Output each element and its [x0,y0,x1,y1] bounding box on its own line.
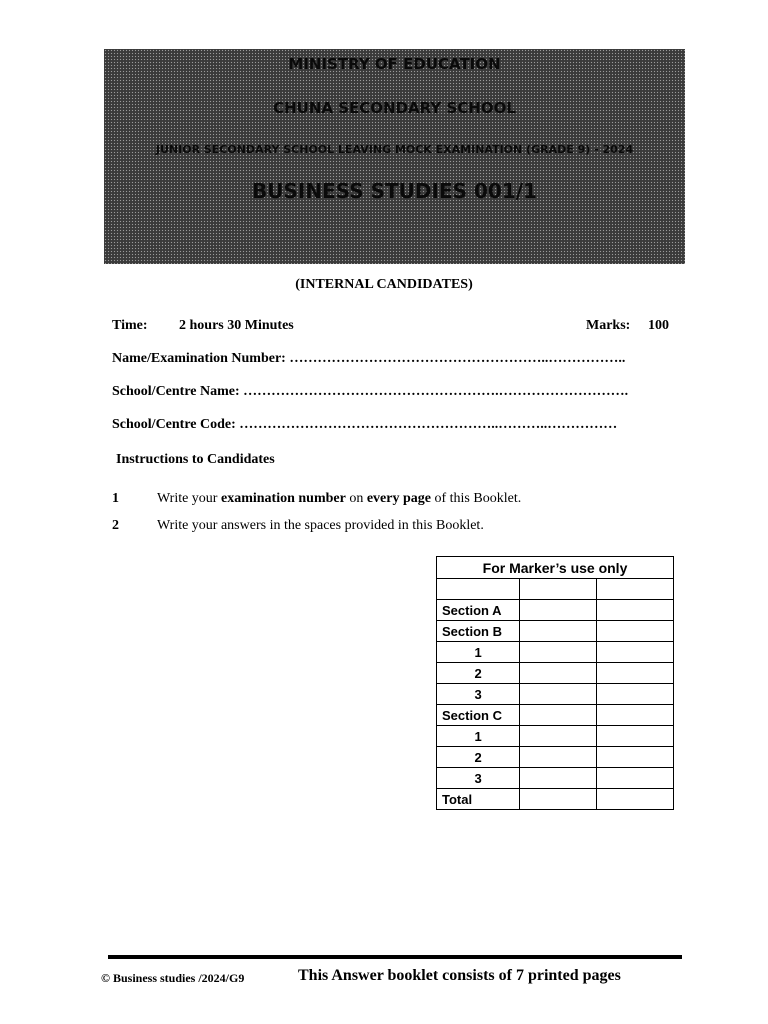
copyright-text: © Business studies /2024/G9 [101,971,245,985]
marker-score-cell [520,705,597,726]
marker-table-row [437,747,674,768]
marker-score-cell [520,600,597,621]
marker-table-row [437,726,674,747]
marker-table-row [437,642,674,663]
instruction-bold-text: every page [366,491,431,506]
marker-row-label: 3 [437,684,520,705]
marker-score-cell [520,789,597,810]
marker-table-row [437,600,674,621]
instruction-text: of this Booklet. [430,491,522,506]
marker-row-label: 2 [437,747,520,768]
marks-label: Marks: [586,318,631,333]
instruction-item [157,491,521,507]
marker-row-label [437,579,520,600]
marker-score-cell [520,663,597,684]
header-school: CHUNA SECONDARY SCHOOL [273,99,516,117]
marker-table-row [437,768,674,789]
marker-score-cell [597,621,674,642]
instructions-heading: Instructions to Candidates [116,452,275,467]
marker-table-row [437,621,674,642]
marker-score-cell [597,768,674,789]
marker-use-table [436,556,674,810]
footer-divider [108,955,682,959]
marker-score-cell [520,726,597,747]
marker-score-cell [597,663,674,684]
time-value: 2 hours 30 Minutes [179,318,294,333]
marker-row-label: Section C [437,705,520,726]
marker-table-title: For Marker’s use only [437,557,674,579]
marker-row-label: Section B [437,621,520,642]
marker-score-cell [520,579,597,600]
marker-table-row [437,663,674,684]
marker-table-row [437,705,674,726]
marker-score-cell [597,579,674,600]
marker-score-cell [597,726,674,747]
marker-score-cell [597,642,674,663]
marker-score-cell [597,789,674,810]
instruction-text: on [345,491,367,506]
name-exam-number-field: Name/Examination Number: ………………………………………………..…………….. [112,351,626,366]
school-centre-code-field: School/Centre Code: ………………………………………………..………..…………… [112,417,618,432]
marker-score-cell [597,684,674,705]
marker-score-cell [597,705,674,726]
school-centre-name-field: School/Centre Name: ……………………………………………….………………………. [112,384,629,399]
header-exam-title: JUNIOR SECONDARY SCHOOL LEAVING MOCK EXAMINATION (GRADE 9) - 2024 [155,143,634,156]
marker-table-row [437,789,674,810]
instruction-item: Write your answers in the spaces provided in this Booklet. [157,518,484,533]
marker-score-cell [520,747,597,768]
time-label: Time: [112,318,148,333]
header-subject: BUSINESS STUDIES 001/1 [252,179,537,203]
header-ministry: MINISTRY OF EDUCATION [288,55,501,73]
marker-row-label: Total [437,789,520,810]
marker-score-cell [520,768,597,789]
marker-score-cell [520,684,597,705]
instruction-number: 2 [112,518,119,533]
page-count-text: This Answer booklet consists of 7 printed pages [298,967,621,984]
instruction-number: 1 [112,491,119,506]
marker-score-cell [520,621,597,642]
marker-score-cell [597,600,674,621]
marker-row-label: 1 [437,726,520,747]
marker-table-row [437,579,674,600]
instruction-text: Write your [157,491,221,506]
marker-score-cell [520,642,597,663]
exam-header-band [104,49,685,264]
marker-table-row [437,684,674,705]
marker-row-label: 3 [437,768,520,789]
marker-score-cell [597,747,674,768]
instruction-bold-text: examination number [220,491,346,506]
marker-row-label: Section A [437,600,520,621]
marker-row-label: 1 [437,642,520,663]
candidates-subtitle: (INTERNAL CANDIDATES) [295,277,473,292]
marks-value: 100 [648,318,669,333]
marker-row-label: 2 [437,663,520,684]
